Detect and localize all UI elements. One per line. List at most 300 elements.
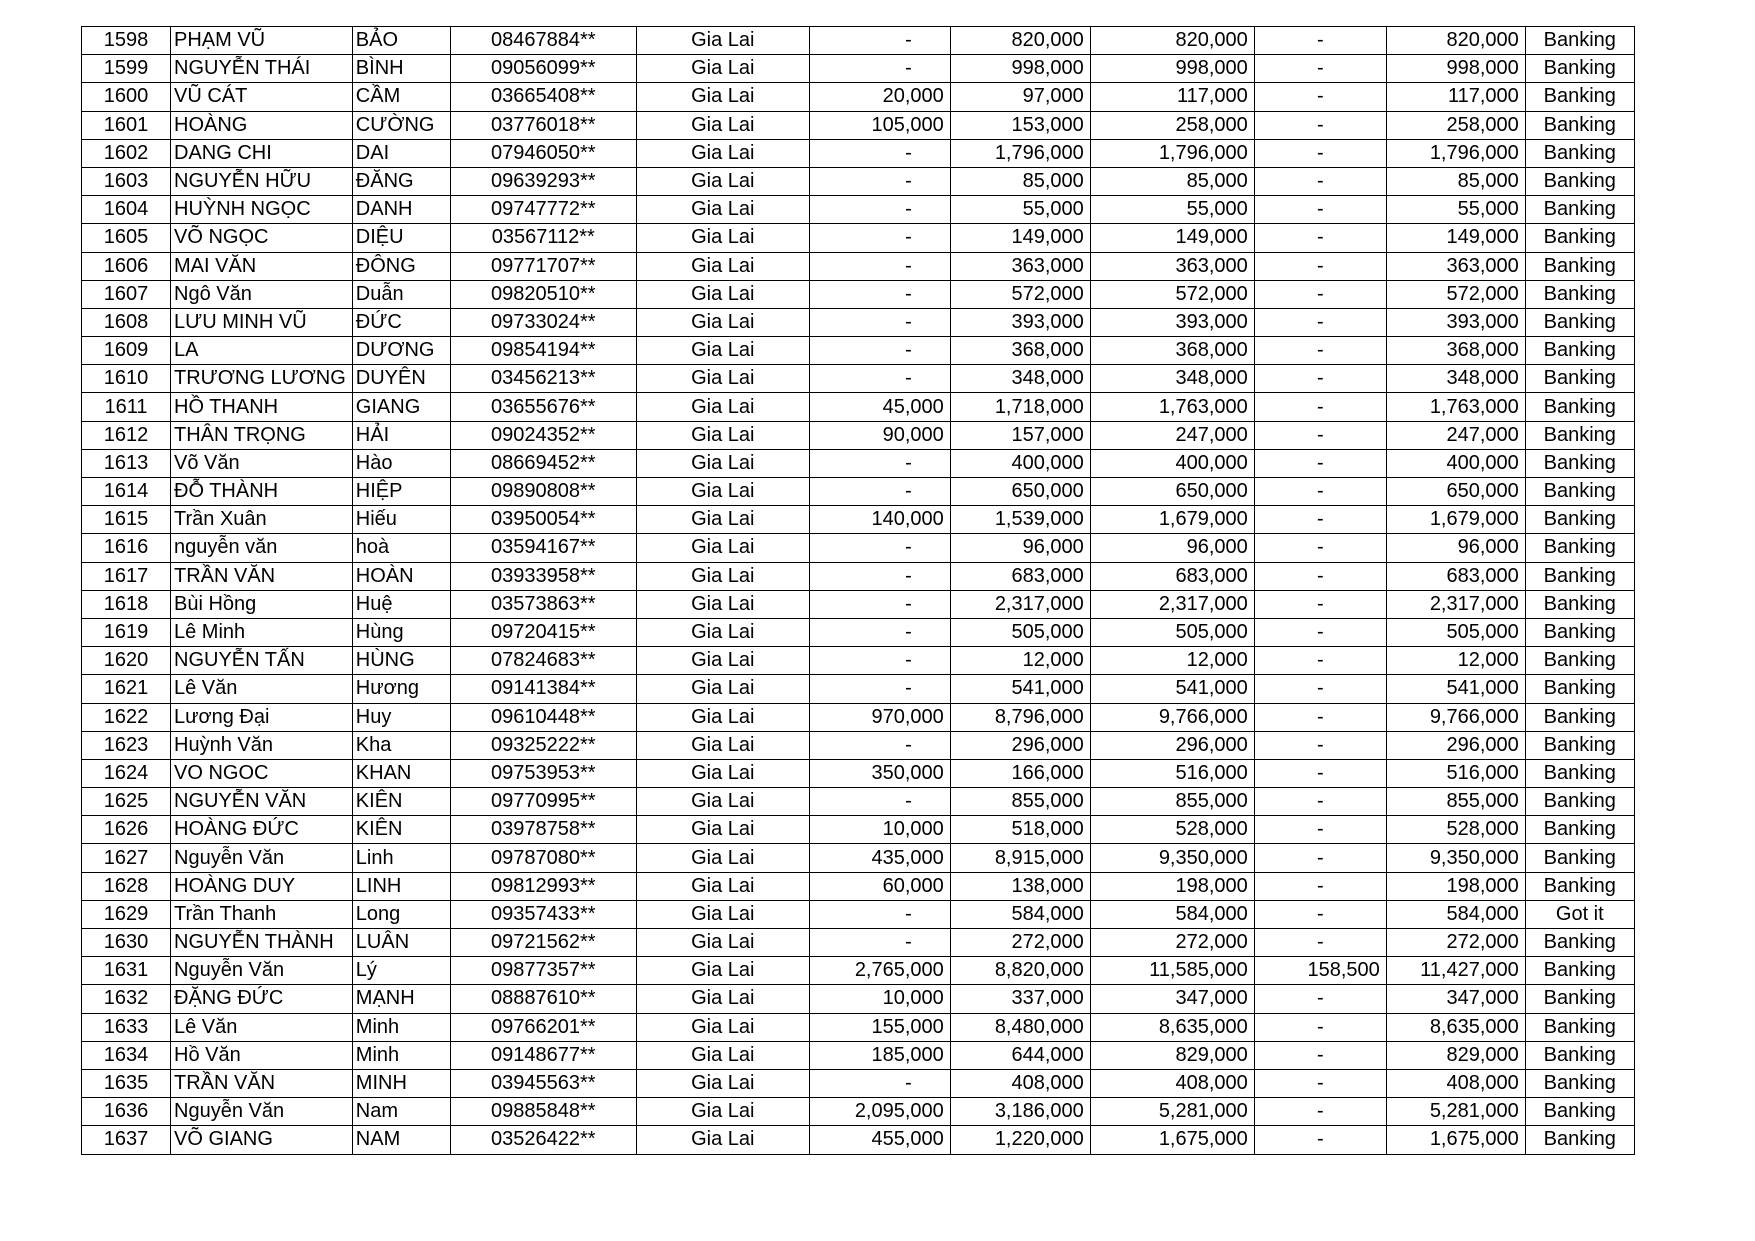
first-name-cell: Linh	[352, 844, 450, 872]
deduction-cell: -	[1254, 590, 1386, 618]
phone-number-cell: 03594167**	[450, 534, 636, 562]
amount-2-cell: 541,000	[950, 675, 1090, 703]
province-cell: Gia Lai	[636, 478, 809, 506]
deduction-cell: -	[1254, 788, 1386, 816]
phone-number-cell: 03573863**	[450, 590, 636, 618]
amount-1-cell: 10,000	[809, 985, 950, 1013]
first-name-cell: CẦM	[352, 83, 450, 111]
amount-1-cell: -	[809, 1069, 950, 1097]
table-row	[82, 1098, 1635, 1126]
amount-1-cell: 90,000	[809, 421, 950, 449]
table-row	[82, 506, 1635, 534]
row-number-cell: 1598	[82, 27, 171, 55]
phone-number-cell: 08669452**	[450, 449, 636, 477]
amount-total-cell: 505,000	[1090, 618, 1254, 646]
deduction-cell: -	[1254, 1098, 1386, 1126]
row-number-cell: 1614	[82, 478, 171, 506]
amount-2-cell: 400,000	[950, 449, 1090, 477]
row-number-cell: 1636	[82, 1098, 171, 1126]
amount-paid-cell: 683,000	[1386, 562, 1525, 590]
amount-2-cell: 855,000	[950, 788, 1090, 816]
amount-total-cell: 363,000	[1090, 252, 1254, 280]
phone-number-cell: 09325222**	[450, 731, 636, 759]
row-number-cell: 1630	[82, 929, 171, 957]
row-number-cell: 1599	[82, 55, 171, 83]
first-name-cell: DUYÊN	[352, 365, 450, 393]
payment-method-cell: Banking	[1525, 618, 1634, 646]
first-name-cell: BẢO	[352, 27, 450, 55]
first-name-cell: Lý	[352, 957, 450, 985]
amount-2-cell: 505,000	[950, 618, 1090, 646]
deduction-cell: -	[1254, 562, 1386, 590]
last-middle-name-cell: Bùi Hồng	[171, 590, 353, 618]
first-name-cell: DƯƠNG	[352, 337, 450, 365]
amount-paid-cell: 149,000	[1386, 224, 1525, 252]
phone-number-cell: 03567112**	[450, 224, 636, 252]
phone-number-cell: 08887610**	[450, 985, 636, 1013]
amount-total-cell: 1,763,000	[1090, 393, 1254, 421]
deduction-cell: -	[1254, 365, 1386, 393]
last-middle-name-cell: NGUYỄN THÀNH	[171, 929, 353, 957]
amount-2-cell: 153,000	[950, 111, 1090, 139]
table-row	[82, 393, 1635, 421]
first-name-cell: BÌNH	[352, 55, 450, 83]
amount-1-cell: 20,000	[809, 83, 950, 111]
last-middle-name-cell: NGUYỄN TẤN	[171, 647, 353, 675]
amount-1-cell: 10,000	[809, 816, 950, 844]
amount-paid-cell: 528,000	[1386, 816, 1525, 844]
amount-paid-cell: 258,000	[1386, 111, 1525, 139]
amount-2-cell: 683,000	[950, 562, 1090, 590]
phone-number-cell: 09733024**	[450, 308, 636, 336]
amount-paid-cell: 368,000	[1386, 337, 1525, 365]
province-cell: Gia Lai	[636, 393, 809, 421]
amount-1-cell: 45,000	[809, 393, 950, 421]
deduction-cell: -	[1254, 308, 1386, 336]
province-cell: Gia Lai	[636, 139, 809, 167]
payment-method-cell: Banking	[1525, 252, 1634, 280]
last-middle-name-cell: HOÀNG DUY	[171, 872, 353, 900]
phone-number-cell: 09890808**	[450, 478, 636, 506]
amount-1-cell: -	[809, 252, 950, 280]
first-name-cell: LUÂN	[352, 929, 450, 957]
amount-paid-cell: 363,000	[1386, 252, 1525, 280]
amount-1-cell: -	[809, 647, 950, 675]
first-name-cell: Huệ	[352, 590, 450, 618]
table-row	[82, 957, 1635, 985]
phone-number-cell: 09357433**	[450, 900, 636, 928]
amount-1-cell: -	[809, 308, 950, 336]
payment-method-cell: Banking	[1525, 647, 1634, 675]
amount-2-cell: 97,000	[950, 83, 1090, 111]
table-body	[82, 27, 1635, 1155]
amount-2-cell: 8,480,000	[950, 1013, 1090, 1041]
amount-2-cell: 166,000	[950, 759, 1090, 787]
amount-1-cell: -	[809, 900, 950, 928]
payment-method-cell: Banking	[1525, 703, 1634, 731]
table-row	[82, 365, 1635, 393]
amount-1-cell: -	[809, 534, 950, 562]
phone-number-cell: 09812993**	[450, 872, 636, 900]
amount-total-cell: 400,000	[1090, 449, 1254, 477]
deduction-cell: -	[1254, 1069, 1386, 1097]
amount-2-cell: 8,796,000	[950, 703, 1090, 731]
row-number-cell: 1603	[82, 167, 171, 195]
last-middle-name-cell: HOÀNG ĐỨC	[171, 816, 353, 844]
amount-1-cell: 435,000	[809, 844, 950, 872]
table-row	[82, 562, 1635, 590]
payment-method-cell: Banking	[1525, 27, 1634, 55]
amount-2-cell: 157,000	[950, 421, 1090, 449]
table-row	[82, 280, 1635, 308]
amount-total-cell: 55,000	[1090, 196, 1254, 224]
province-cell: Gia Lai	[636, 675, 809, 703]
payment-method-cell: Banking	[1525, 929, 1634, 957]
payment-method-cell: Banking	[1525, 759, 1634, 787]
table-row	[82, 1041, 1635, 1069]
last-middle-name-cell: Nguyễn Văn	[171, 844, 353, 872]
table-row	[82, 788, 1635, 816]
amount-2-cell: 572,000	[950, 280, 1090, 308]
amount-total-cell: 408,000	[1090, 1069, 1254, 1097]
amount-2-cell: 12,000	[950, 647, 1090, 675]
phone-number-cell: 09885848**	[450, 1098, 636, 1126]
deduction-cell: -	[1254, 1013, 1386, 1041]
province-cell: Gia Lai	[636, 252, 809, 280]
amount-1-cell: -	[809, 675, 950, 703]
row-number-cell: 1609	[82, 337, 171, 365]
last-middle-name-cell: Trần Xuân	[171, 506, 353, 534]
province-cell: Gia Lai	[636, 844, 809, 872]
amount-2-cell: 348,000	[950, 365, 1090, 393]
row-number-cell: 1600	[82, 83, 171, 111]
row-number-cell: 1629	[82, 900, 171, 928]
amount-paid-cell: 408,000	[1386, 1069, 1525, 1097]
amount-paid-cell: 572,000	[1386, 280, 1525, 308]
deduction-cell: -	[1254, 252, 1386, 280]
phone-number-cell: 03655676**	[450, 393, 636, 421]
amount-2-cell: 8,820,000	[950, 957, 1090, 985]
payment-method-cell: Banking	[1525, 111, 1634, 139]
payment-method-cell: Banking	[1525, 675, 1634, 703]
row-number-cell: 1621	[82, 675, 171, 703]
amount-paid-cell: 347,000	[1386, 985, 1525, 1013]
last-middle-name-cell: Lê Văn	[171, 675, 353, 703]
amount-1-cell: 155,000	[809, 1013, 950, 1041]
phone-number-cell: 03945563**	[450, 1069, 636, 1097]
phone-number-cell: 09610448**	[450, 703, 636, 731]
amount-2-cell: 650,000	[950, 478, 1090, 506]
amount-total-cell: 650,000	[1090, 478, 1254, 506]
last-middle-name-cell: NGUYỄN THÁI	[171, 55, 353, 83]
amount-1-cell: -	[809, 478, 950, 506]
payment-method-cell: Banking	[1525, 1069, 1634, 1097]
amount-total-cell: 85,000	[1090, 167, 1254, 195]
amount-total-cell: 820,000	[1090, 27, 1254, 55]
amount-total-cell: 296,000	[1090, 731, 1254, 759]
amount-total-cell: 2,317,000	[1090, 590, 1254, 618]
province-cell: Gia Lai	[636, 196, 809, 224]
first-name-cell: DIỆU	[352, 224, 450, 252]
table-row	[82, 167, 1635, 195]
first-name-cell: NAM	[352, 1126, 450, 1154]
table-row	[82, 985, 1635, 1013]
amount-paid-cell: 2,317,000	[1386, 590, 1525, 618]
deduction-cell: -	[1254, 731, 1386, 759]
amount-2-cell: 408,000	[950, 1069, 1090, 1097]
row-number-cell: 1619	[82, 618, 171, 646]
province-cell: Gia Lai	[636, 985, 809, 1013]
amount-paid-cell: 85,000	[1386, 167, 1525, 195]
last-middle-name-cell: NGUYỄN HỮU	[171, 167, 353, 195]
amount-1-cell: 350,000	[809, 759, 950, 787]
amount-total-cell: 258,000	[1090, 111, 1254, 139]
phone-number-cell: 09877357**	[450, 957, 636, 985]
first-name-cell: KIÊN	[352, 788, 450, 816]
province-cell: Gia Lai	[636, 647, 809, 675]
phone-number-cell: 08467884**	[450, 27, 636, 55]
row-number-cell: 1608	[82, 308, 171, 336]
payment-method-cell: Banking	[1525, 1098, 1634, 1126]
province-cell: Gia Lai	[636, 872, 809, 900]
amount-2-cell: 272,000	[950, 929, 1090, 957]
phone-number-cell: 07824683**	[450, 647, 636, 675]
first-name-cell: Hào	[352, 449, 450, 477]
amount-1-cell: -	[809, 280, 950, 308]
table-row	[82, 872, 1635, 900]
amount-paid-cell: 296,000	[1386, 731, 1525, 759]
amount-paid-cell: 11,427,000	[1386, 957, 1525, 985]
row-number-cell: 1605	[82, 224, 171, 252]
amount-total-cell: 572,000	[1090, 280, 1254, 308]
last-middle-name-cell: ĐẶNG ĐỨC	[171, 985, 353, 1013]
table-row	[82, 1013, 1635, 1041]
payment-method-cell: Banking	[1525, 55, 1634, 83]
province-cell: Gia Lai	[636, 111, 809, 139]
amount-1-cell: 2,765,000	[809, 957, 950, 985]
amount-paid-cell: 5,281,000	[1386, 1098, 1525, 1126]
last-middle-name-cell: DANG CHI	[171, 139, 353, 167]
last-middle-name-cell: VO NGOC	[171, 759, 353, 787]
amount-total-cell: 348,000	[1090, 365, 1254, 393]
deduction-cell: -	[1254, 534, 1386, 562]
table-row	[82, 224, 1635, 252]
last-middle-name-cell: HOÀNG	[171, 111, 353, 139]
payout-table	[81, 26, 1635, 1155]
amount-total-cell: 5,281,000	[1090, 1098, 1254, 1126]
amount-2-cell: 363,000	[950, 252, 1090, 280]
last-middle-name-cell: Lương Đại	[171, 703, 353, 731]
payment-method-cell: Banking	[1525, 365, 1634, 393]
last-middle-name-cell: nguyễn văn	[171, 534, 353, 562]
row-number-cell: 1612	[82, 421, 171, 449]
amount-total-cell: 9,350,000	[1090, 844, 1254, 872]
table-row	[82, 844, 1635, 872]
amount-1-cell: 60,000	[809, 872, 950, 900]
first-name-cell: DAI	[352, 139, 450, 167]
deduction-cell: -	[1254, 337, 1386, 365]
first-name-cell: Duẫn	[352, 280, 450, 308]
table-row	[82, 1126, 1635, 1154]
table-row	[82, 731, 1635, 759]
last-middle-name-cell: PHẠM VŨ	[171, 27, 353, 55]
phone-number-cell: 09787080**	[450, 844, 636, 872]
table-row	[82, 534, 1635, 562]
first-name-cell: CƯỜNG	[352, 111, 450, 139]
payment-method-cell: Banking	[1525, 816, 1634, 844]
last-middle-name-cell: Võ Văn	[171, 449, 353, 477]
last-middle-name-cell: LƯU MINH VŨ	[171, 308, 353, 336]
deduction-cell: -	[1254, 985, 1386, 1013]
payment-method-cell: Banking	[1525, 337, 1634, 365]
last-middle-name-cell: TRƯƠNG LƯƠNG	[171, 365, 353, 393]
phone-number-cell: 09766201**	[450, 1013, 636, 1041]
amount-1-cell: -	[809, 196, 950, 224]
amount-total-cell: 1,679,000	[1090, 506, 1254, 534]
first-name-cell: ĐÔNG	[352, 252, 450, 280]
deduction-cell: -	[1254, 27, 1386, 55]
amount-2-cell: 518,000	[950, 816, 1090, 844]
table-row	[82, 478, 1635, 506]
table-row	[82, 139, 1635, 167]
amount-paid-cell: 348,000	[1386, 365, 1525, 393]
deduction-cell: 158,500	[1254, 957, 1386, 985]
phone-number-cell: 09753953**	[450, 759, 636, 787]
phone-number-cell: 09720415**	[450, 618, 636, 646]
deduction-cell: -	[1254, 196, 1386, 224]
amount-1-cell: -	[809, 365, 950, 393]
province-cell: Gia Lai	[636, 703, 809, 731]
amount-1-cell: 970,000	[809, 703, 950, 731]
row-number-cell: 1627	[82, 844, 171, 872]
amount-2-cell: 85,000	[950, 167, 1090, 195]
amount-total-cell: 96,000	[1090, 534, 1254, 562]
amount-total-cell: 11,585,000	[1090, 957, 1254, 985]
province-cell: Gia Lai	[636, 562, 809, 590]
amount-1-cell: -	[809, 562, 950, 590]
province-cell: Gia Lai	[636, 534, 809, 562]
amount-paid-cell: 584,000	[1386, 900, 1525, 928]
table-row	[82, 337, 1635, 365]
province-cell: Gia Lai	[636, 280, 809, 308]
amount-1-cell: -	[809, 731, 950, 759]
deduction-cell: -	[1254, 421, 1386, 449]
amount-total-cell: 347,000	[1090, 985, 1254, 1013]
first-name-cell: KHAN	[352, 759, 450, 787]
phone-number-cell: 09056099**	[450, 55, 636, 83]
first-name-cell: Minh	[352, 1041, 450, 1069]
amount-total-cell: 829,000	[1090, 1041, 1254, 1069]
deduction-cell: -	[1254, 759, 1386, 787]
amount-total-cell: 855,000	[1090, 788, 1254, 816]
amount-paid-cell: 198,000	[1386, 872, 1525, 900]
province-cell: Gia Lai	[636, 449, 809, 477]
first-name-cell: Minh	[352, 1013, 450, 1041]
amount-2-cell: 584,000	[950, 900, 1090, 928]
deduction-cell: -	[1254, 900, 1386, 928]
amount-total-cell: 12,000	[1090, 647, 1254, 675]
deduction-cell: -	[1254, 224, 1386, 252]
table-row	[82, 618, 1635, 646]
first-name-cell: ĐĂNG	[352, 167, 450, 195]
province-cell: Gia Lai	[636, 421, 809, 449]
amount-2-cell: 1,718,000	[950, 393, 1090, 421]
row-number-cell: 1618	[82, 590, 171, 618]
first-name-cell: GIANG	[352, 393, 450, 421]
amount-2-cell: 8,915,000	[950, 844, 1090, 872]
amount-1-cell: -	[809, 139, 950, 167]
deduction-cell: -	[1254, 675, 1386, 703]
row-number-cell: 1610	[82, 365, 171, 393]
table-row	[82, 196, 1635, 224]
province-cell: Gia Lai	[636, 816, 809, 844]
amount-total-cell: 584,000	[1090, 900, 1254, 928]
row-number-cell: 1634	[82, 1041, 171, 1069]
first-name-cell: hoà	[352, 534, 450, 562]
amount-1-cell: 455,000	[809, 1126, 950, 1154]
province-cell: Gia Lai	[636, 1041, 809, 1069]
first-name-cell: Long	[352, 900, 450, 928]
amount-2-cell: 337,000	[950, 985, 1090, 1013]
amount-1-cell: -	[809, 167, 950, 195]
deduction-cell: -	[1254, 449, 1386, 477]
deduction-cell: -	[1254, 844, 1386, 872]
first-name-cell: Hùng	[352, 618, 450, 646]
payment-method-cell: Banking	[1525, 196, 1634, 224]
payment-method-cell: Banking	[1525, 1013, 1634, 1041]
amount-paid-cell: 247,000	[1386, 421, 1525, 449]
first-name-cell: Nam	[352, 1098, 450, 1126]
last-middle-name-cell: Nguyễn Văn	[171, 1098, 353, 1126]
last-middle-name-cell: Hồ Văn	[171, 1041, 353, 1069]
row-number-cell: 1606	[82, 252, 171, 280]
province-cell: Gia Lai	[636, 957, 809, 985]
last-middle-name-cell: Nguyễn Văn	[171, 957, 353, 985]
amount-paid-cell: 998,000	[1386, 55, 1525, 83]
payment-method-cell: Banking	[1525, 167, 1634, 195]
phone-number-cell: 09770995**	[450, 788, 636, 816]
deduction-cell: -	[1254, 111, 1386, 139]
amount-paid-cell: 9,766,000	[1386, 703, 1525, 731]
table-row	[82, 449, 1635, 477]
amount-paid-cell: 9,350,000	[1386, 844, 1525, 872]
amount-2-cell: 820,000	[950, 27, 1090, 55]
first-name-cell: Hiếu	[352, 506, 450, 534]
amount-paid-cell: 1,679,000	[1386, 506, 1525, 534]
row-number-cell: 1601	[82, 111, 171, 139]
table-row	[82, 1069, 1635, 1097]
province-cell: Gia Lai	[636, 788, 809, 816]
amount-total-cell: 149,000	[1090, 224, 1254, 252]
deduction-cell: -	[1254, 83, 1386, 111]
amount-1-cell: -	[809, 929, 950, 957]
row-number-cell: 1623	[82, 731, 171, 759]
amount-paid-cell: 1,763,000	[1386, 393, 1525, 421]
last-middle-name-cell: ĐỖ THÀNH	[171, 478, 353, 506]
phone-number-cell: 03526422**	[450, 1126, 636, 1154]
amount-total-cell: 8,635,000	[1090, 1013, 1254, 1041]
row-number-cell: 1637	[82, 1126, 171, 1154]
table-row	[82, 421, 1635, 449]
amount-total-cell: 1,796,000	[1090, 139, 1254, 167]
first-name-cell: LINH	[352, 872, 450, 900]
row-number-cell: 1631	[82, 957, 171, 985]
amount-paid-cell: 829,000	[1386, 1041, 1525, 1069]
amount-paid-cell: 820,000	[1386, 27, 1525, 55]
amount-total-cell: 998,000	[1090, 55, 1254, 83]
table-row	[82, 27, 1635, 55]
last-middle-name-cell: VŨ CÁT	[171, 83, 353, 111]
